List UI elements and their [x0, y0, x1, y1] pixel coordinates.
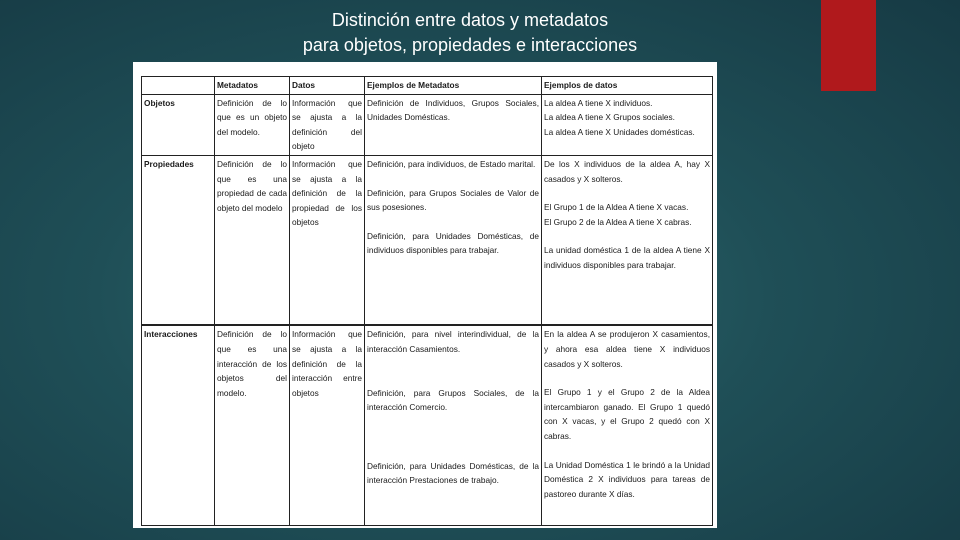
cell-paragraph: Definición, para nivel interindividual, de la interacción Casamientos. [367, 329, 539, 355]
cell-paragraph: Definición, para individuos, de Estado marital. [367, 158, 536, 169]
table-row-propiedades [142, 155, 713, 325]
cell-metadatos: Definición de lo que es un objeto del modelo. [215, 94, 290, 155]
cell-ejemplos-datos [542, 155, 713, 325]
cell-datos: Información que se ajusta a la definición de la interacción entre objetos [290, 325, 365, 525]
table-header-row [142, 77, 713, 95]
cell-paragraph: Definición de Individuos, Grupos Sociales, Unidades Domésticas. [367, 97, 539, 123]
cell-paragraph: La aldea A tiene X Grupos sociales. [544, 112, 675, 123]
cell-datos: Información que se ajusta a la definición de la propiedad de los objetos [290, 155, 365, 325]
cell-datos: Información que se ajusta a la definición del objeto [290, 94, 365, 155]
cell-ejemplos-metadatos [365, 94, 542, 155]
cell-ejemplos-datos [542, 94, 713, 155]
header-cell-ejemplos-datos: Ejemplos de datos [542, 77, 713, 95]
header-cell-empty [142, 77, 215, 95]
cell-paragraph: La aldea A tiene X individuos. [544, 97, 653, 108]
cell-paragraph: El Grupo 1 de la Aldea A tiene X vacas. [544, 202, 689, 213]
cell-metadatos: Definición de lo que es una interacción de los objetos del modelo. [215, 325, 290, 525]
header-cell-ejemplos-metadatos: Ejemplos de Metadatos [365, 77, 542, 95]
cell-paragraph: La Unidad Doméstica 1 le brindó a la Unidad Doméstica 2 X individuos para tareas de pastoreo durante X días. [544, 459, 710, 499]
cell-paragraph: Definición, para Unidades Domésticas, de la interacción Prestaciones de trabajo. [367, 460, 539, 486]
cell-ejemplos-datos [542, 325, 713, 525]
row-label: Propiedades [142, 155, 215, 325]
header-cell-datos: Datos [290, 77, 365, 95]
header-cell-metadatos: Metadatos [215, 77, 290, 95]
cell-ejemplos-metadatos [365, 325, 542, 525]
row-label: Interacciones [142, 325, 215, 525]
cell-paragraph: La aldea A tiene X Unidades domésticas. [544, 126, 695, 137]
cell-paragraph: De los X individuos de la aldea A, hay X casados y X solteros. [544, 158, 710, 184]
table-row-interacciones [142, 325, 713, 525]
cell-paragraph: Definición, para Grupos Sociales, de la interacción Comercio. [367, 387, 539, 413]
table-row-objetos [142, 94, 713, 155]
cell-paragraph: El Grupo 2 de la Aldea A tiene X cabras. [544, 216, 692, 227]
cell-metadatos: Definición de lo que es una propiedad de cada objeto del modelo [215, 155, 290, 325]
cell-ejemplos-metadatos [365, 155, 542, 325]
cell-paragraph: La unidad doméstica 1 de la aldea A tiene X individuos disponibles para trabajar. [544, 245, 710, 270]
cell-paragraph: El Grupo 1 y el Grupo 2 de la Aldea intercambiaron ganado. El Grupo 1 quedó con X vacas, y el Grupo 2 quedó con X cabras. [544, 387, 710, 442]
slide-title-line-2: para objetos, propiedades e interacciones [302, 35, 638, 55]
data-metadata-table [141, 76, 713, 526]
cell-paragraph: Definición, para Unidades Domésticas, de individuos disponibles para trabajar. [367, 230, 539, 256]
document-image [133, 62, 717, 528]
cell-paragraph: En la aldea A se produjeron X casamientos, y ahora esa aldea tiene X individuos casados y X solteros. [544, 329, 710, 369]
cell-paragraph: Definición, para Grupos Sociales de Valor de sus posesiones. [367, 187, 539, 213]
slide-title-line-1: Distinción entre datos y metadatos [331, 10, 609, 30]
row-label: Objetos [142, 94, 215, 155]
red-accent-block [821, 0, 876, 91]
slide-title [150, 8, 790, 58]
